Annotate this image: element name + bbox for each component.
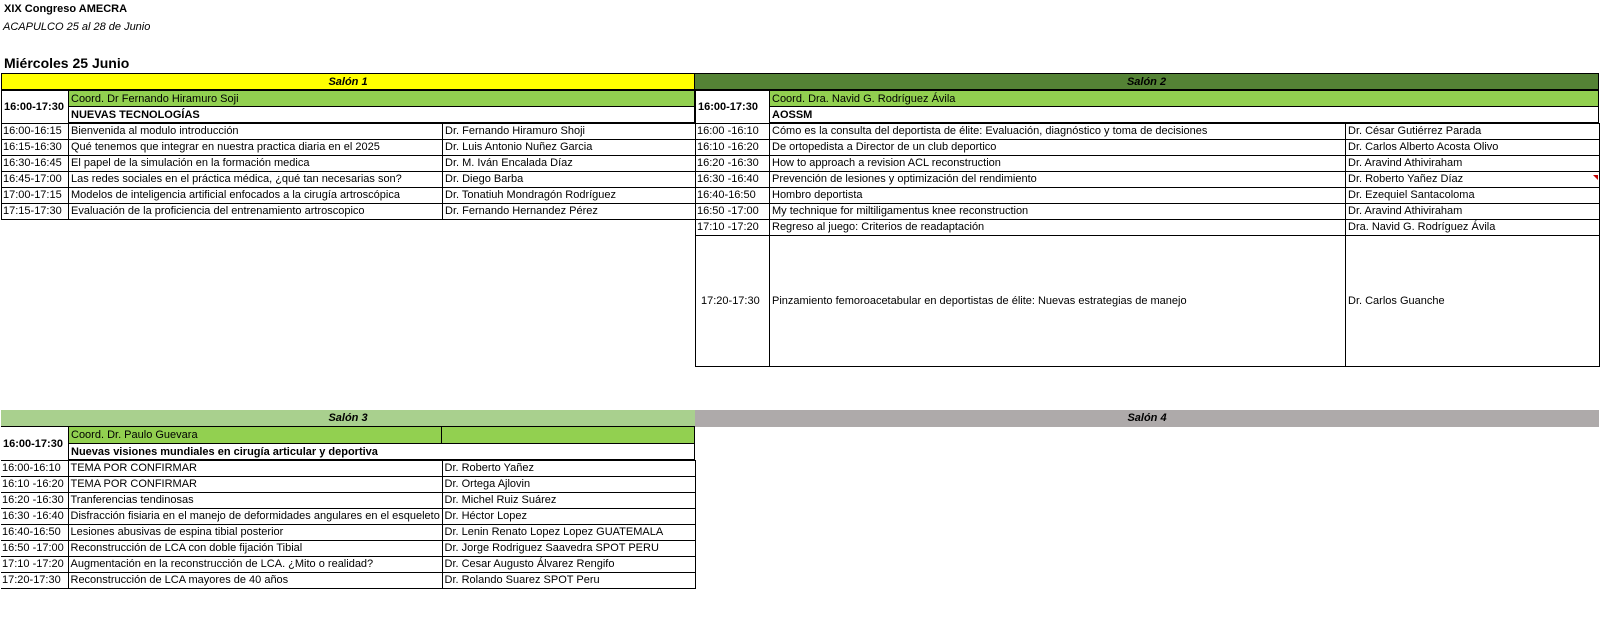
session-speaker: Dr. Tonatiuh Mondragón Rodríguez: [443, 188, 696, 204]
session-time: 16:50 -17:00: [1, 541, 68, 557]
table-row: [2, 140, 696, 156]
session-speaker: Dr. Héctor Lopez: [442, 509, 695, 525]
table-row: [696, 220, 1600, 236]
session-time: 16:15-16:30: [2, 140, 69, 156]
day-title: Miércoles 25 Junio: [4, 55, 130, 71]
table-row: [2, 204, 696, 220]
session-speaker: Dra. Navid G. Rodríguez Ávila: [1346, 220, 1600, 236]
session-topic: Lesiones abusivas de espina tibial posterior: [68, 525, 442, 541]
session-speaker: Dr. Roberto Yañez: [442, 461, 695, 477]
table-row: [1, 573, 695, 589]
table-row: [696, 236, 1600, 367]
salon3-coordinator-empty-cell: [441, 427, 695, 443]
session-topic: Modelos de inteligencia artificial enfocados a la cirugía artroscópica: [69, 188, 443, 204]
session-speaker: Dr. Aravind Athiviraham: [1346, 156, 1600, 172]
session-speaker: Dr. César Gutiérrez Parada: [1346, 124, 1600, 140]
session-time: 16:45-17:00: [2, 172, 69, 188]
session-topic: TEMA POR CONFIRMAR: [68, 461, 442, 477]
table-row: [2, 172, 696, 188]
session-speaker: Dr. Jorge Rodriguez Saavedra SPOT PERU: [442, 541, 695, 557]
session-topic: TEMA POR CONFIRMAR: [68, 477, 442, 493]
session-time: 17:10 -17:20: [696, 220, 770, 236]
table-row: [1, 493, 695, 509]
session-topic: How to approach a revision ACL reconstruction: [770, 156, 1346, 172]
session-time: 16:30 -16:40: [696, 172, 770, 188]
table-row: [1, 477, 695, 493]
session-speaker: Dr. Lenin Renato Lopez Lopez GUATEMALA: [442, 525, 695, 541]
session-topic: Las redes sociales en el práctica médica, ¿qué tan necesarias son?: [69, 172, 443, 188]
session-time: 16:00 -16:10: [696, 124, 770, 140]
salon1-band: [1, 73, 695, 90]
session-time: 17:20-17:30: [1, 573, 68, 589]
table-row: [696, 124, 1600, 140]
table-row: [696, 156, 1600, 172]
session-topic: Evaluación de la proficiencia del entrenamiento artroscopico: [69, 204, 443, 220]
congress-title: XIX Congreso AMECRA: [4, 3, 128, 15]
session-speaker: Dr. Aravind Athiviraham: [1346, 204, 1600, 220]
session-speaker: Dr. Carlos Alberto Acosta Olivo: [1346, 140, 1600, 156]
table-row: [2, 188, 696, 204]
salon1-schedule-table: [1, 123, 696, 220]
session-topic: Bienvenida al modulo introducción: [69, 124, 443, 140]
salon2-schedule-table: [695, 123, 1600, 367]
table-row: [1, 525, 695, 541]
session-topic: Reconstrucción de LCA con doble fijación Tibial: [68, 541, 442, 557]
session-speaker: Dr. Carlos Guanche: [1346, 236, 1600, 367]
session-speaker: Dr. Michel Ruiz Suárez: [442, 493, 695, 509]
salon3-band: [1, 410, 695, 427]
session-topic: Prevención de lesiones y optimización del rendimiento: [770, 172, 1346, 188]
session-time: 16:00-16:10: [1, 461, 68, 477]
session-time: 16:40-16:50: [1, 525, 68, 541]
session-time: 17:00-17:15: [2, 188, 69, 204]
session-speaker: Dr. Luis Antonio Nuñez Garcia: [443, 140, 696, 156]
session-time: 17:20-17:30: [696, 236, 770, 367]
table-row: [696, 188, 1600, 204]
session-time: 17:15-17:30: [2, 204, 69, 220]
session-speaker: Dr. Roberto Yañez Díaz: [1346, 172, 1600, 188]
session-topic: Hombro deportista: [770, 188, 1346, 204]
table-row: [1, 461, 695, 477]
salon3-block-time: 16:00-17:30: [3, 438, 63, 450]
session-time: 16:10 -16:20: [1, 477, 68, 493]
salon3-session-title: Nuevas visiones mundiales en cirugía articular y deportiva: [68, 443, 695, 460]
session-topic: El papel de la simulación en la formación medica: [69, 156, 443, 172]
session-time: 16:10 -16:20: [696, 140, 770, 156]
comment-indicator: [1593, 175, 1598, 180]
session-topic: Pinzamiento femoroacetabular en deportistas de élite: Nuevas estrategias de manejo: [770, 236, 1346, 367]
session-topic: Cómo es la consulta del deportista de élite: Evaluación, diagnóstico y toma de decisiones: [770, 124, 1346, 140]
table-row: [2, 156, 696, 172]
session-topic: Qué tenemos que integrar en nuestra practica diaria en el 2025: [69, 140, 443, 156]
salon3-schedule-table: [1, 460, 696, 589]
session-speaker: Dr. M. Iván Encalada Díaz: [443, 156, 696, 172]
salon3-coordinator: Coord. Dr. Paulo Guevara: [68, 427, 442, 443]
salon2-band: [695, 73, 1599, 90]
table-row: [696, 204, 1600, 220]
session-topic: My technique for miltiligamentus knee reconstruction: [770, 204, 1346, 220]
session-topic: Regreso al juego: Criterios de readaptación: [770, 220, 1346, 236]
salon2-label: Salón 2: [1126, 76, 1167, 88]
salon2-block-time: 16:00-17:30: [695, 90, 769, 124]
session-time: 16:30 -16:40: [1, 509, 68, 525]
salon4-band: [695, 410, 1599, 427]
salon3-label: Salón 3: [328, 412, 368, 424]
salon2-session-title: AOSSM: [769, 106, 1599, 123]
session-speaker: Dr. Rolando Suarez SPOT Peru: [442, 573, 695, 589]
table-row: [1, 557, 695, 573]
session-topic: Augmentación en la reconstrucción de LCA. ¿Mito o realidad?: [68, 557, 442, 573]
salon1-label: Salón 1: [328, 76, 368, 88]
session-time: 16:50 -17:00: [696, 204, 770, 220]
table-row: [2, 124, 696, 140]
salon1-session-title: NUEVAS TECNOLOGÍAS: [68, 106, 695, 123]
table-row: [696, 172, 1600, 188]
session-topic: Disfracción fisiaria en el manejo de deformidades angulares en el esqueleto: [68, 509, 442, 525]
table-row: [1, 541, 695, 557]
session-time: 16:40-16:50: [696, 188, 770, 204]
salon2-coordinator: Coord. Dra. Navid G. Rodríguez Ávila: [769, 90, 1599, 106]
session-topic: Reconstrucción de LCA mayores de 40 años: [68, 573, 442, 589]
session-speaker: Dr. Fernando Hiramuro Shoji: [443, 124, 696, 140]
session-topic: De ortopedista a Director de un club deportico: [770, 140, 1346, 156]
table-row: [696, 140, 1600, 156]
salon4-label: Salón 4: [1127, 412, 1167, 424]
session-time: 17:10 -17:20: [1, 557, 68, 573]
session-speaker: Dr. Fernando Hernandez Pérez: [443, 204, 696, 220]
session-time: 16:20 -16:30: [696, 156, 770, 172]
session-topic: Tranferencias tendinosas: [68, 493, 442, 509]
session-speaker: Dr. Ortega Ajlovin: [442, 477, 695, 493]
session-time: 16:00-16:15: [2, 124, 69, 140]
session-speaker: Dr. Cesar Augusto Álvarez Rengifo: [442, 557, 695, 573]
session-time: 16:30-16:45: [2, 156, 69, 172]
salon1-coordinator: Coord. Dr Fernando Hiramuro Soji: [68, 90, 695, 106]
session-speaker: Dr. Ezequiel Santacoloma: [1346, 188, 1600, 204]
salon1-block-time: 16:00-17:30: [1, 90, 68, 124]
session-time: 16:20 -16:30: [1, 493, 68, 509]
table-row: [1, 509, 695, 525]
congress-location-dates: ACAPULCO 25 al 28 de Junio: [3, 21, 151, 33]
session-speaker: Dr. Diego Barba: [443, 172, 696, 188]
